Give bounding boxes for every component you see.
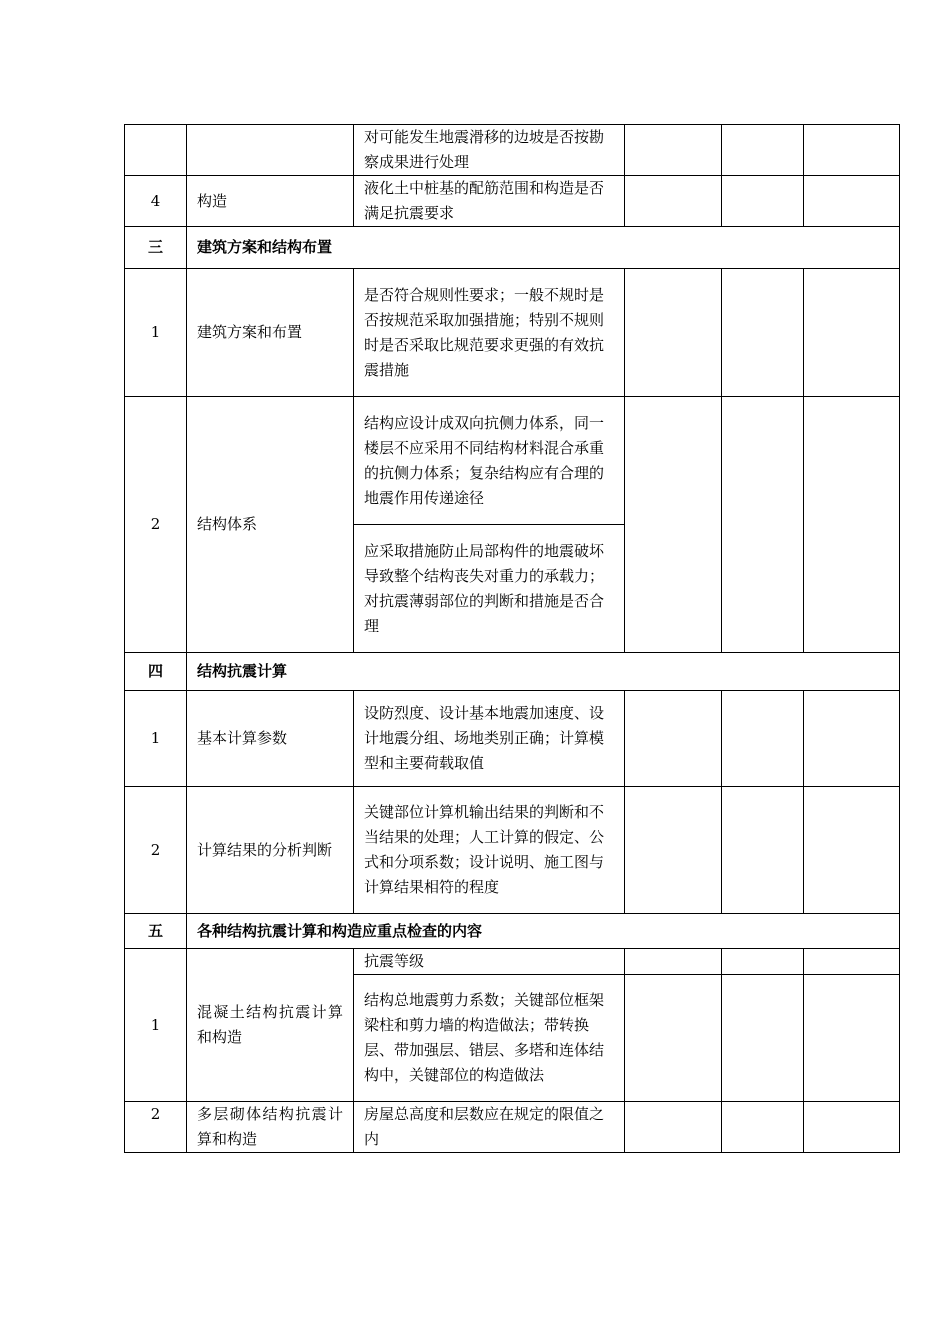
blank-cell: [722, 975, 804, 1102]
row-number: [125, 125, 187, 176]
section-row: [125, 914, 900, 949]
check-item: [187, 125, 354, 176]
check-content: 是否符合规则性要求；一般不规时是否按规范采取加强措施；特别不规则时是否采取比规范要求更强的有效抗震措施: [354, 269, 625, 397]
section-row: [125, 227, 900, 269]
blank-cell: [625, 397, 722, 653]
row-number: 1: [125, 269, 187, 397]
table-row: [125, 269, 900, 397]
blank-cell: [804, 949, 900, 975]
table-row: [125, 787, 900, 914]
blank-cell: [625, 975, 722, 1102]
check-item: 计算结果的分析判断: [187, 787, 354, 914]
section-title: 建筑方案和结构布置: [187, 227, 900, 269]
blank-cell: [804, 269, 900, 397]
blank-cell: [625, 269, 722, 397]
blank-cell: [722, 269, 804, 397]
blank-cell: [625, 787, 722, 914]
check-item: 基本计算参数: [187, 691, 354, 787]
blank-cell: [804, 1102, 900, 1153]
blank-cell: [722, 949, 804, 975]
blank-cell: [804, 691, 900, 787]
row-number: 2: [125, 1102, 187, 1153]
check-content: 结构应设计成双向抗侧力体系，同一楼层不应采用不同结构材料混合承重的抗侧力体系；复杂结构应有合理的地震作用传递途径: [354, 397, 625, 525]
check-item: 建筑方案和布置: [187, 269, 354, 397]
row-number: 2: [125, 397, 187, 653]
check-content: 抗震等级: [354, 949, 625, 975]
check-item: 构造: [187, 176, 354, 227]
check-item: 结构体系: [187, 397, 354, 653]
check-content: 房屋总高度和层数应在规定的限值之内: [354, 1102, 625, 1153]
check-content: 关键部位计算机输出结果的判断和不当结果的处理；人工计算的假定、公式和分项系数；设计说明、施工图与计算结果相符的程度: [354, 787, 625, 914]
check-content: 设防烈度、设计基本地震加速度、设计地震分组、场地类别正确；计算模型和主要荷载取值: [354, 691, 625, 787]
table-row: [125, 176, 900, 227]
blank-cell: [722, 397, 804, 653]
blank-cell: [722, 125, 804, 176]
row-number: 4: [125, 176, 187, 227]
section-title: 各种结构抗震计算和构造应重点检查的内容: [187, 914, 900, 949]
section-number: 四: [125, 653, 187, 691]
blank-cell: [625, 125, 722, 176]
blank-cell: [722, 176, 804, 227]
check-content: 结构总地震剪力系数；关键部位框架梁柱和剪力墙的构造做法；带转换层、带加强层、错层、多塔和连体结构中，关键部位的构造做法: [354, 975, 625, 1102]
check-item: 混凝土结构抗震计算和构造: [187, 949, 354, 1102]
check-content: 对可能发生地震滑移的边坡是否按勘察成果进行处理: [354, 125, 625, 176]
blank-cell: [804, 975, 900, 1102]
seismic-review-table: [124, 124, 900, 1153]
table-row: [125, 949, 900, 975]
blank-cell: [722, 1102, 804, 1153]
table-row: [125, 125, 900, 176]
row-number: 1: [125, 691, 187, 787]
section-number: 五: [125, 914, 187, 949]
table-row: [125, 691, 900, 787]
row-number: 1: [125, 949, 187, 1102]
table-row: [125, 397, 900, 525]
blank-cell: [722, 787, 804, 914]
section-number: 三: [125, 227, 187, 269]
check-content: 液化土中桩基的配筋范围和构造是否满足抗震要求: [354, 176, 625, 227]
blank-cell: [625, 176, 722, 227]
check-content: 应采取措施防止局部构件的地震破坏导致整个结构丧失对重力的承载力；对抗震薄弱部位的判断和措施是否合理: [354, 525, 625, 653]
blank-cell: [804, 787, 900, 914]
blank-cell: [804, 176, 900, 227]
table-row: [125, 1102, 900, 1153]
blank-cell: [625, 1102, 722, 1153]
section-row: [125, 653, 900, 691]
blank-cell: [625, 949, 722, 975]
row-number: 2: [125, 787, 187, 914]
blank-cell: [804, 125, 900, 176]
section-title: 结构抗震计算: [187, 653, 900, 691]
blank-cell: [625, 691, 722, 787]
blank-cell: [804, 397, 900, 653]
blank-cell: [722, 691, 804, 787]
check-item: 多层砌体结构抗震计算和构造: [187, 1102, 354, 1153]
